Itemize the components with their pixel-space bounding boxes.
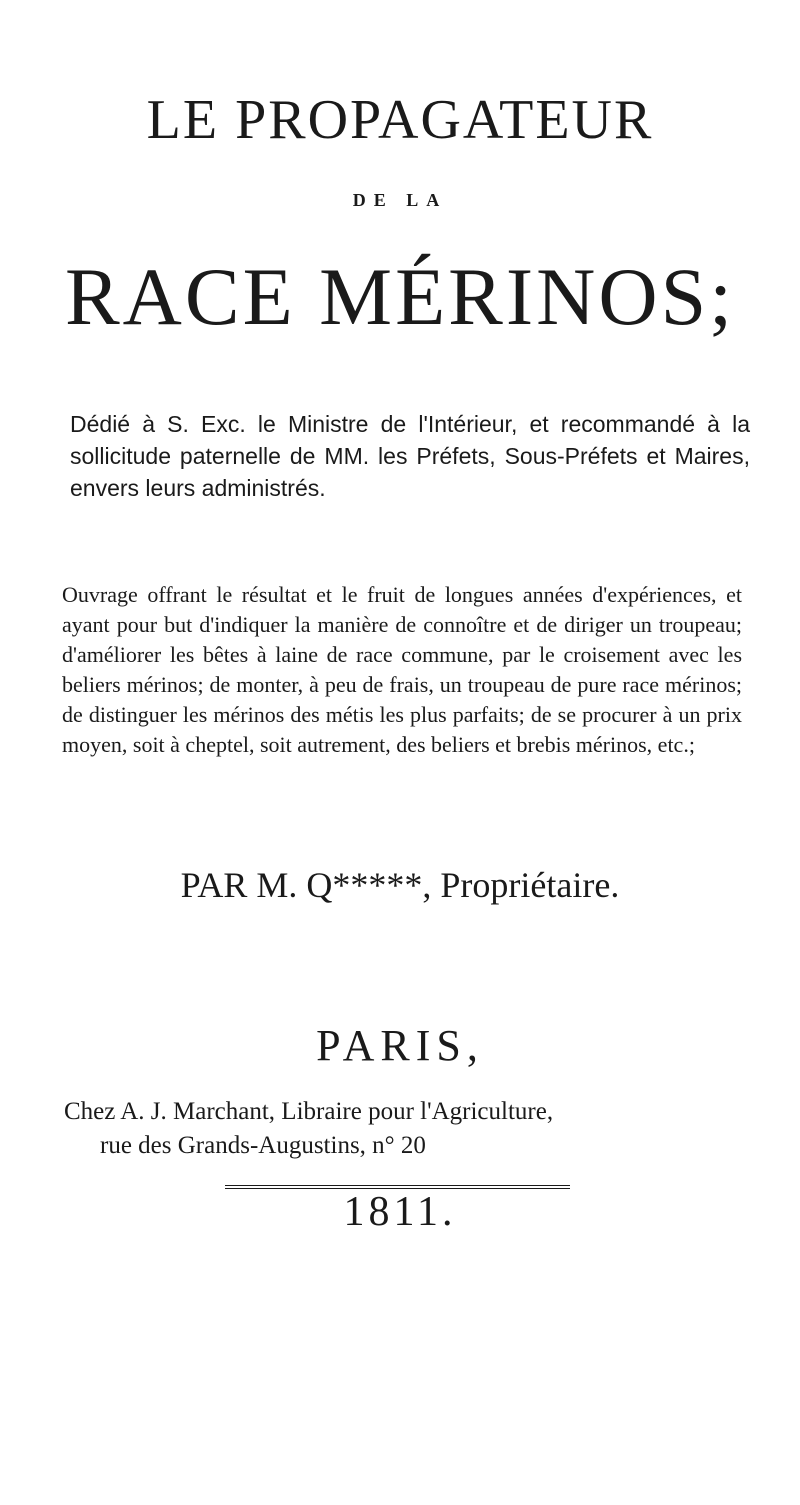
author-line: PAR M. Q*****, Propriétaire. [180,865,620,905]
work-description: Ouvrage offrant le résultat et le fruit de longues années d'expériences, et ayant pour but d'indiquer la manière de connoître et de diriger un troupeau; d'améliorer les bêtes à laine de race commune, par le croisement avec les beliers mérinos; de monter, à peu de frais, un troupeau de pure race mérinos; de distinguer les mérinos des métis les plus parfaits; de se procurer à un prix moyen, soit à cheptel, soit autrement, des beliers et brebis mérinos, etc.; [62,582,742,757]
title-connector: DE LA [352,190,448,210]
publisher-block [64,1095,744,1163]
publication-year: 1811. [343,1189,457,1235]
imprint-city: PARIS, [316,1021,484,1070]
subject-title: RACE MÉRINOS; [64,251,735,342]
main-title: LE PROPAGATEUR [146,89,654,151]
publisher-line-2: rue des Grands-Augustins, n° 20 [100,1132,426,1159]
dedication-text: Dédié à S. Exc. le Ministre de l'Intérieur, et recommandé à la sollicitude paternelle de MM. les Préfets, Sous-Préfets et Maires, envers leurs administrés. [70,411,750,501]
publisher-line-1: Chez A. J. Marchant, Libraire pour l'Agriculture, [64,1098,554,1125]
